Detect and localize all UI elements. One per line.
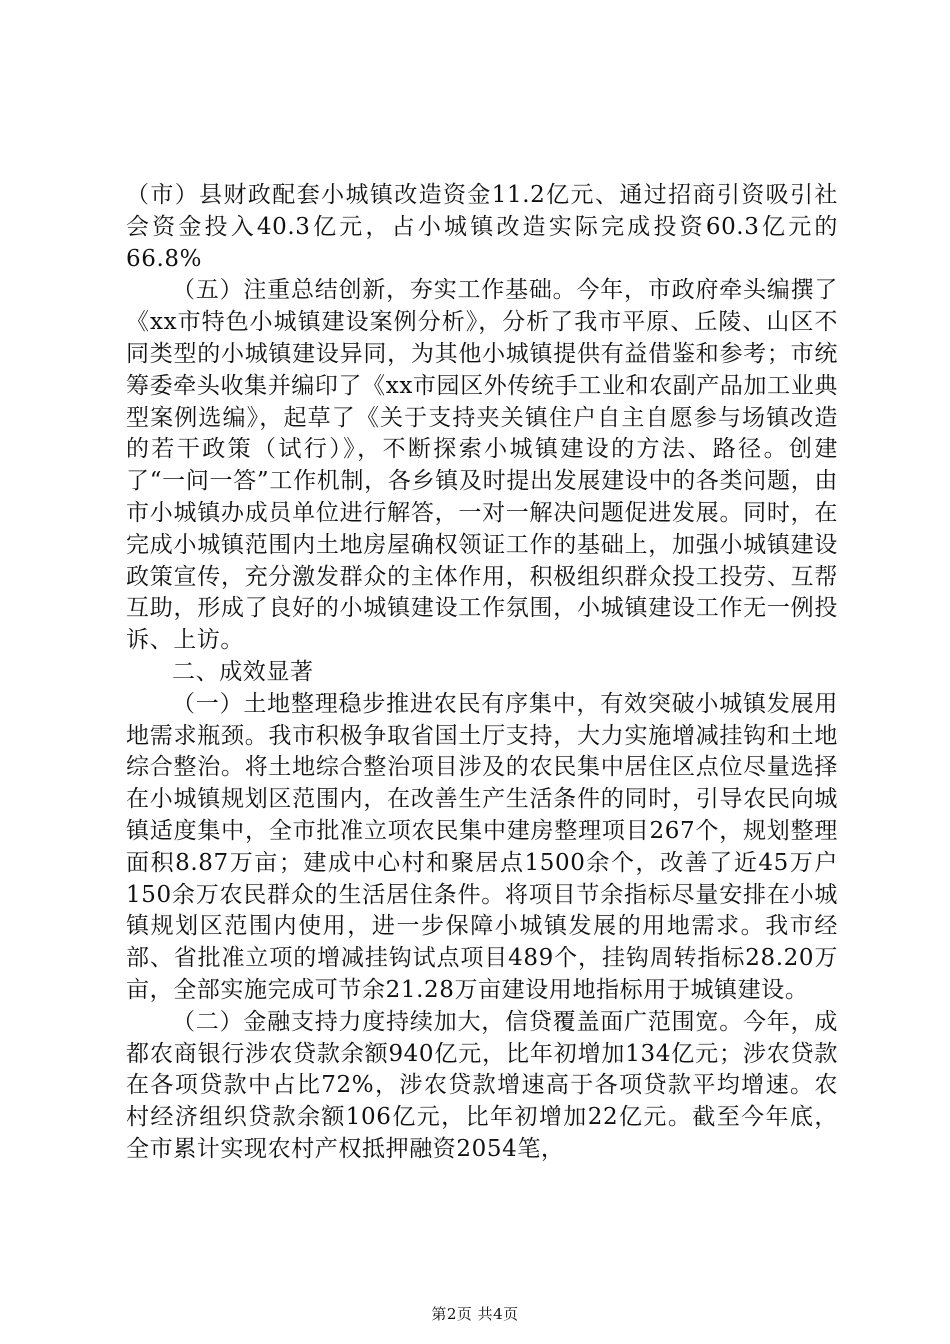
paragraph-investment-summary: （市）县财政配套小城镇改造资金11.2亿元、通过招商引资吸引社会资金投入40.3亿元，占小城镇改造实际完成投资60.3亿元的66.8% [126, 182, 838, 272]
paragraph-financial-support: （二）金融支持力度持续加大，信贷覆盖面广范围宽。今年，成都农商银行涉农贷款余额940亿元，比年初增加134亿元；涉农贷款在各项贷款中占比72%，涉农贷款增速高于各项贷款平均增速。农村经济组织贷款余额106亿元，比年初增加22亿元。截至今年底，全市累计实现农村产权抵押融资2054笔， [126, 1008, 838, 1162]
document-body [126, 180, 838, 1166]
page-number: 第2页 共4页 [431, 1305, 519, 1323]
paragraph-section-five: （五）注重总结创新，夯实工作基础。今年，市政府牵头编撰了《xx市特色小城镇建设案例分析》，分析了我市平原、丘陵、山区不同类型的小城镇建设异同，为其他小城镇提供有益借鉴和参考；市统筹委牵头收集并编印了《xx市园区外传统手工业和农副产品加工业典型案例选编》，起草了《关于支持夹关镇住户自主自愿参与场镇改造的若干政策（试行）》，不断探索小城镇建设的方法、路径。创建了“一问一答”工作机制，各乡镇及时提出发展建设中的各类问题，由市小城镇办成员单位进行解答，一对一解决问题促进发展。同时，在完成小城镇范围内土地房屋确权领证工作的基础上，加强小城镇建设政策宣传，充分激发群众的主体作用，积极组织群众投工投劳、互帮互助，形成了良好的小城镇建设工作氛围，小城镇建设工作无一例投诉、上访。 [126, 277, 838, 654]
section-heading-results: 二、成效显著 [172, 658, 314, 685]
page-footer [0, 1303, 950, 1324]
paragraph-land-consolidation: （一）土地整理稳步推进农民有序集中，有效突破小城镇发展用地需求瓶颈。我市积极争取省国土厅支持，大力实施增减挂钩和土地综合整治。将土地综合整治项目涉及的农民集中居住区点位尽量选择在小城镇规划区范围内，在改善生产生活条件的同时，引导农民向城镇适度集中，全市批准立项农民集中建房整理项目267个，规划整理面积8.87万亩；建成中心村和聚居点1500余个，改善了近45万户150余万农民群众的生活居住条件。将项目节余指标尽量安排在小城镇规划区范围内使用，进一步保障小城镇发展的用地需求。我市经部、省批准立项的增减挂钩试点项目489个，挂钩周转指标28.20万亩，全部实施完成可节余21.28万亩建设用地指标用于城镇建设。 [126, 690, 838, 1003]
